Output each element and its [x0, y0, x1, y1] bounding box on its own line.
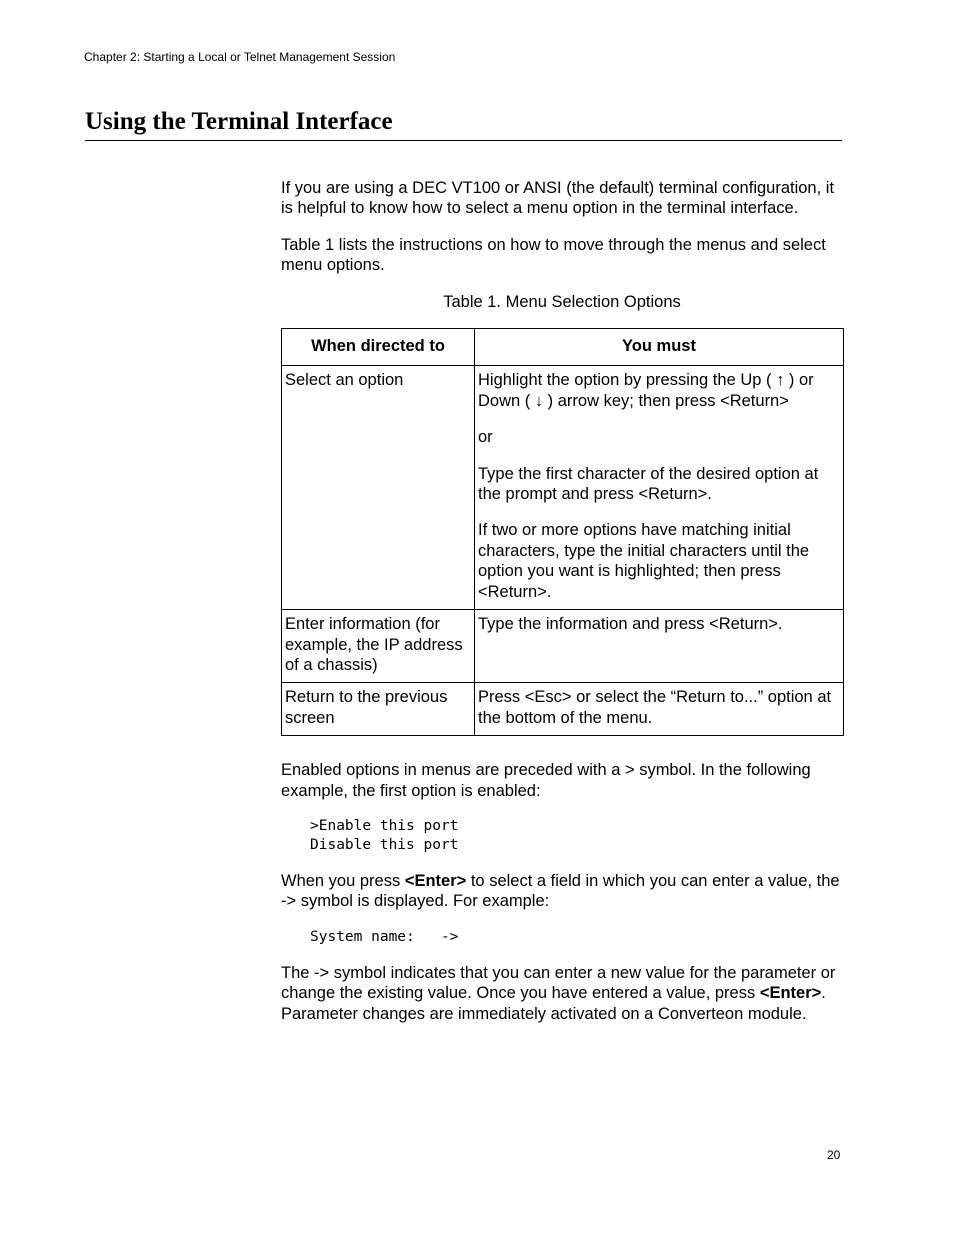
- must-paragraph: Type the information and press <Return>.: [478, 615, 783, 634]
- symbol-text-after: . Parameter changes are immediately activated on a Converteon module.: [281, 984, 826, 1023]
- code-example-system-name: System name: ->: [310, 928, 459, 945]
- must-paragraph: Highlight the option by pressing the Up ( ↑ ) or Down ( ↓ ) arrow key; then press <Return>: [478, 371, 814, 410]
- must-paragraph: Press <Esc> or select the “Return to...” option at the bottom of the menu.: [478, 688, 832, 727]
- table-header-row: [282, 329, 844, 366]
- must-paragraph: If two or more options have matching initial characters, type the initial characters until the option you want is highlighted; then press <Return>.: [478, 521, 810, 601]
- enter-paragraph: [281, 871, 846, 912]
- must-cell: [475, 683, 844, 736]
- symbol-paragraph: [281, 963, 846, 1024]
- table-row: [282, 610, 844, 683]
- page-number: 20: [827, 1148, 841, 1162]
- enabled-options-paragraph: Enabled options in menus are preceded with a > symbol. In the following example, the first option is enabled:: [281, 761, 811, 800]
- symbol-enter-bold: <Enter>: [759, 984, 822, 1003]
- when-cell: Select an option: [282, 366, 475, 610]
- intro-paragraph-1: If you are using a DEC VT100 or ANSI (the default) terminal configuration, it is helpful to know how to select a menu option in the terminal interface.: [281, 179, 835, 218]
- must-paragraph: or: [478, 428, 493, 447]
- header-when-directed: When directed to: [282, 329, 475, 366]
- code-example-menu: >Enable this port Disable this port: [310, 817, 459, 853]
- enter-text-after: to select a field in which you can enter a value, the -> symbol is displayed. For example:: [281, 871, 840, 911]
- symbol-text-before: The -> symbol indicates that you can enter a new value for the parameter or change the existing value. Once you have entered a value, press: [281, 963, 836, 1003]
- table-row: [282, 683, 844, 736]
- must-paragraph: Type the first character of the desired option at the prompt and press <Return>.: [478, 464, 819, 504]
- menu-selection-table: [281, 328, 844, 736]
- enter-key-bold: <Enter>: [404, 871, 467, 890]
- must-cell: [475, 610, 844, 683]
- enter-text-before: When you press: [281, 871, 405, 890]
- intro-paragraph-2: Table 1 lists the instructions on how to move through the menus and select menu options.: [281, 235, 826, 275]
- must-cell: [475, 366, 844, 610]
- header-you-must: You must: [475, 329, 844, 366]
- table-caption: Table 1. Menu Selection Options: [443, 292, 681, 311]
- when-cell: Enter information (for example, the IP address of a chassis): [282, 610, 475, 683]
- when-cell: Return to the previous screen: [282, 683, 475, 736]
- body-content: [281, 178, 846, 1040]
- running-head: Chapter 2: Starting a Local or Telnet Management Session: [84, 50, 396, 64]
- table-row: [282, 366, 844, 610]
- section-title: Using the Terminal Interface: [85, 106, 842, 141]
